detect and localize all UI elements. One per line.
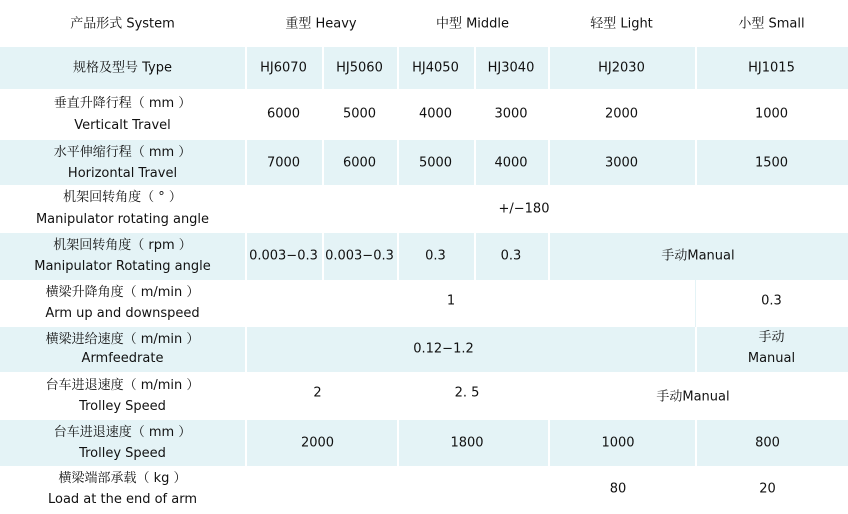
header-heavy: 重型 Heavy bbox=[285, 16, 357, 32]
type-hj1015: HJ1015 bbox=[748, 60, 795, 76]
arm-feed-small-en: Manual bbox=[747, 351, 796, 366]
header-light: 轻型 Light bbox=[590, 16, 653, 32]
label-arm-up-down-en: Arm up and downspeed bbox=[45, 306, 200, 321]
label-rotating-speed-cn: 机架回转角度（ rpm ） bbox=[53, 238, 192, 253]
rotating-angle-value: +/−180 bbox=[498, 201, 550, 217]
label-type: 规格及型号 Type bbox=[73, 60, 172, 76]
rotating-speed-value: 0.3 bbox=[500, 248, 522, 264]
vertical-value: 3000 bbox=[494, 106, 528, 122]
label-trolley-speed-mm-en: Trolley Speed bbox=[79, 446, 166, 461]
horizontal-value: 7000 bbox=[266, 155, 301, 171]
label-rotating-angle-cn: 机架回转角度（ ° ） bbox=[63, 190, 182, 205]
rotating-speed-value: 0.003−0.3 bbox=[325, 248, 394, 264]
arm-up-down-value: 1 bbox=[446, 293, 456, 309]
vertical-value: 1000 bbox=[754, 106, 789, 122]
type-hj2030: HJ2030 bbox=[598, 60, 645, 76]
rotating-speed-value: 0.3 bbox=[425, 248, 446, 264]
header-system: 产品形式 System bbox=[70, 16, 175, 32]
label-arm-feed-en: Armfeedrate bbox=[81, 351, 164, 366]
trolley-speed-heavy: 2 bbox=[313, 385, 322, 401]
horizontal-value: 4000 bbox=[494, 155, 528, 171]
horizontal-value: 5000 bbox=[418, 155, 453, 171]
label-trolley-speed-mm-cn: 台车进退速度（ mm ） bbox=[53, 425, 192, 440]
vertical-value: 6000 bbox=[266, 106, 301, 122]
label-rotating-angle-en: Manipulator rotating angle bbox=[35, 212, 210, 227]
type-hj6070: HJ6070 bbox=[260, 60, 307, 76]
type-hj3040: HJ3040 bbox=[487, 60, 535, 76]
header-small: 小型 Small bbox=[738, 16, 805, 32]
label-rotating-speed-en: Manipulator Rotating angle bbox=[34, 259, 211, 274]
label-trolley-speed-mmin-cn: 台车进退速度（ m/min ） bbox=[45, 378, 200, 393]
label-arm-up-down-cn: 横梁升降角度（ m/min ） bbox=[45, 285, 200, 300]
type-hj5060: HJ5060 bbox=[336, 60, 383, 76]
vertical-value: 4000 bbox=[418, 106, 453, 122]
trolley-mm-heavy: 2000 bbox=[300, 435, 335, 451]
label-horizontal-travel-en: Horizontal Travel bbox=[67, 166, 178, 181]
trolley-mm-light: 1000 bbox=[601, 435, 635, 451]
trolley-speed-manual: 手动Manual bbox=[656, 389, 730, 405]
trolley-mm-middle: 1800 bbox=[450, 435, 484, 451]
header-middle: 中型 Middle bbox=[435, 16, 510, 32]
rotating-speed-manual: 手动Manual bbox=[661, 248, 735, 264]
horizontal-value: 3000 bbox=[604, 155, 639, 171]
label-arm-feed-cn: 横梁进给速度（ m/min ） bbox=[45, 332, 200, 347]
arm-feed-value: 0.12−1.2 bbox=[413, 341, 474, 357]
vertical-value: 2000 bbox=[604, 106, 639, 122]
arm-feed-small-cn: 手动 bbox=[758, 330, 785, 345]
load-light: 80 bbox=[609, 481, 627, 497]
trolley-mm-small: 800 bbox=[755, 435, 780, 451]
label-trolley-speed-mmin-en: Trolley Speed bbox=[79, 399, 166, 414]
type-hj4050: HJ4050 bbox=[412, 60, 459, 76]
vertical-value: 5000 bbox=[342, 106, 377, 122]
arm-up-down-small: 0.3 bbox=[761, 293, 782, 309]
rotating-speed-value: 0.003−0.3 bbox=[249, 248, 318, 264]
label-load-cn: 横梁端部承载（ kg ） bbox=[58, 471, 187, 486]
horizontal-value: 6000 bbox=[342, 155, 377, 171]
label-horizontal-travel-cn: 水平伸缩行程（ mm ） bbox=[53, 145, 192, 160]
load-small: 20 bbox=[759, 481, 776, 497]
label-vertical-travel-cn: 垂直升降行程（ mm ） bbox=[53, 96, 192, 111]
horizontal-value: 1500 bbox=[754, 155, 789, 171]
trolley-speed-middle: 2. 5 bbox=[454, 385, 480, 401]
label-vertical-travel-en: Verticalt Travel bbox=[74, 118, 171, 133]
label-load-en: Load at the end of arm bbox=[47, 492, 197, 507]
